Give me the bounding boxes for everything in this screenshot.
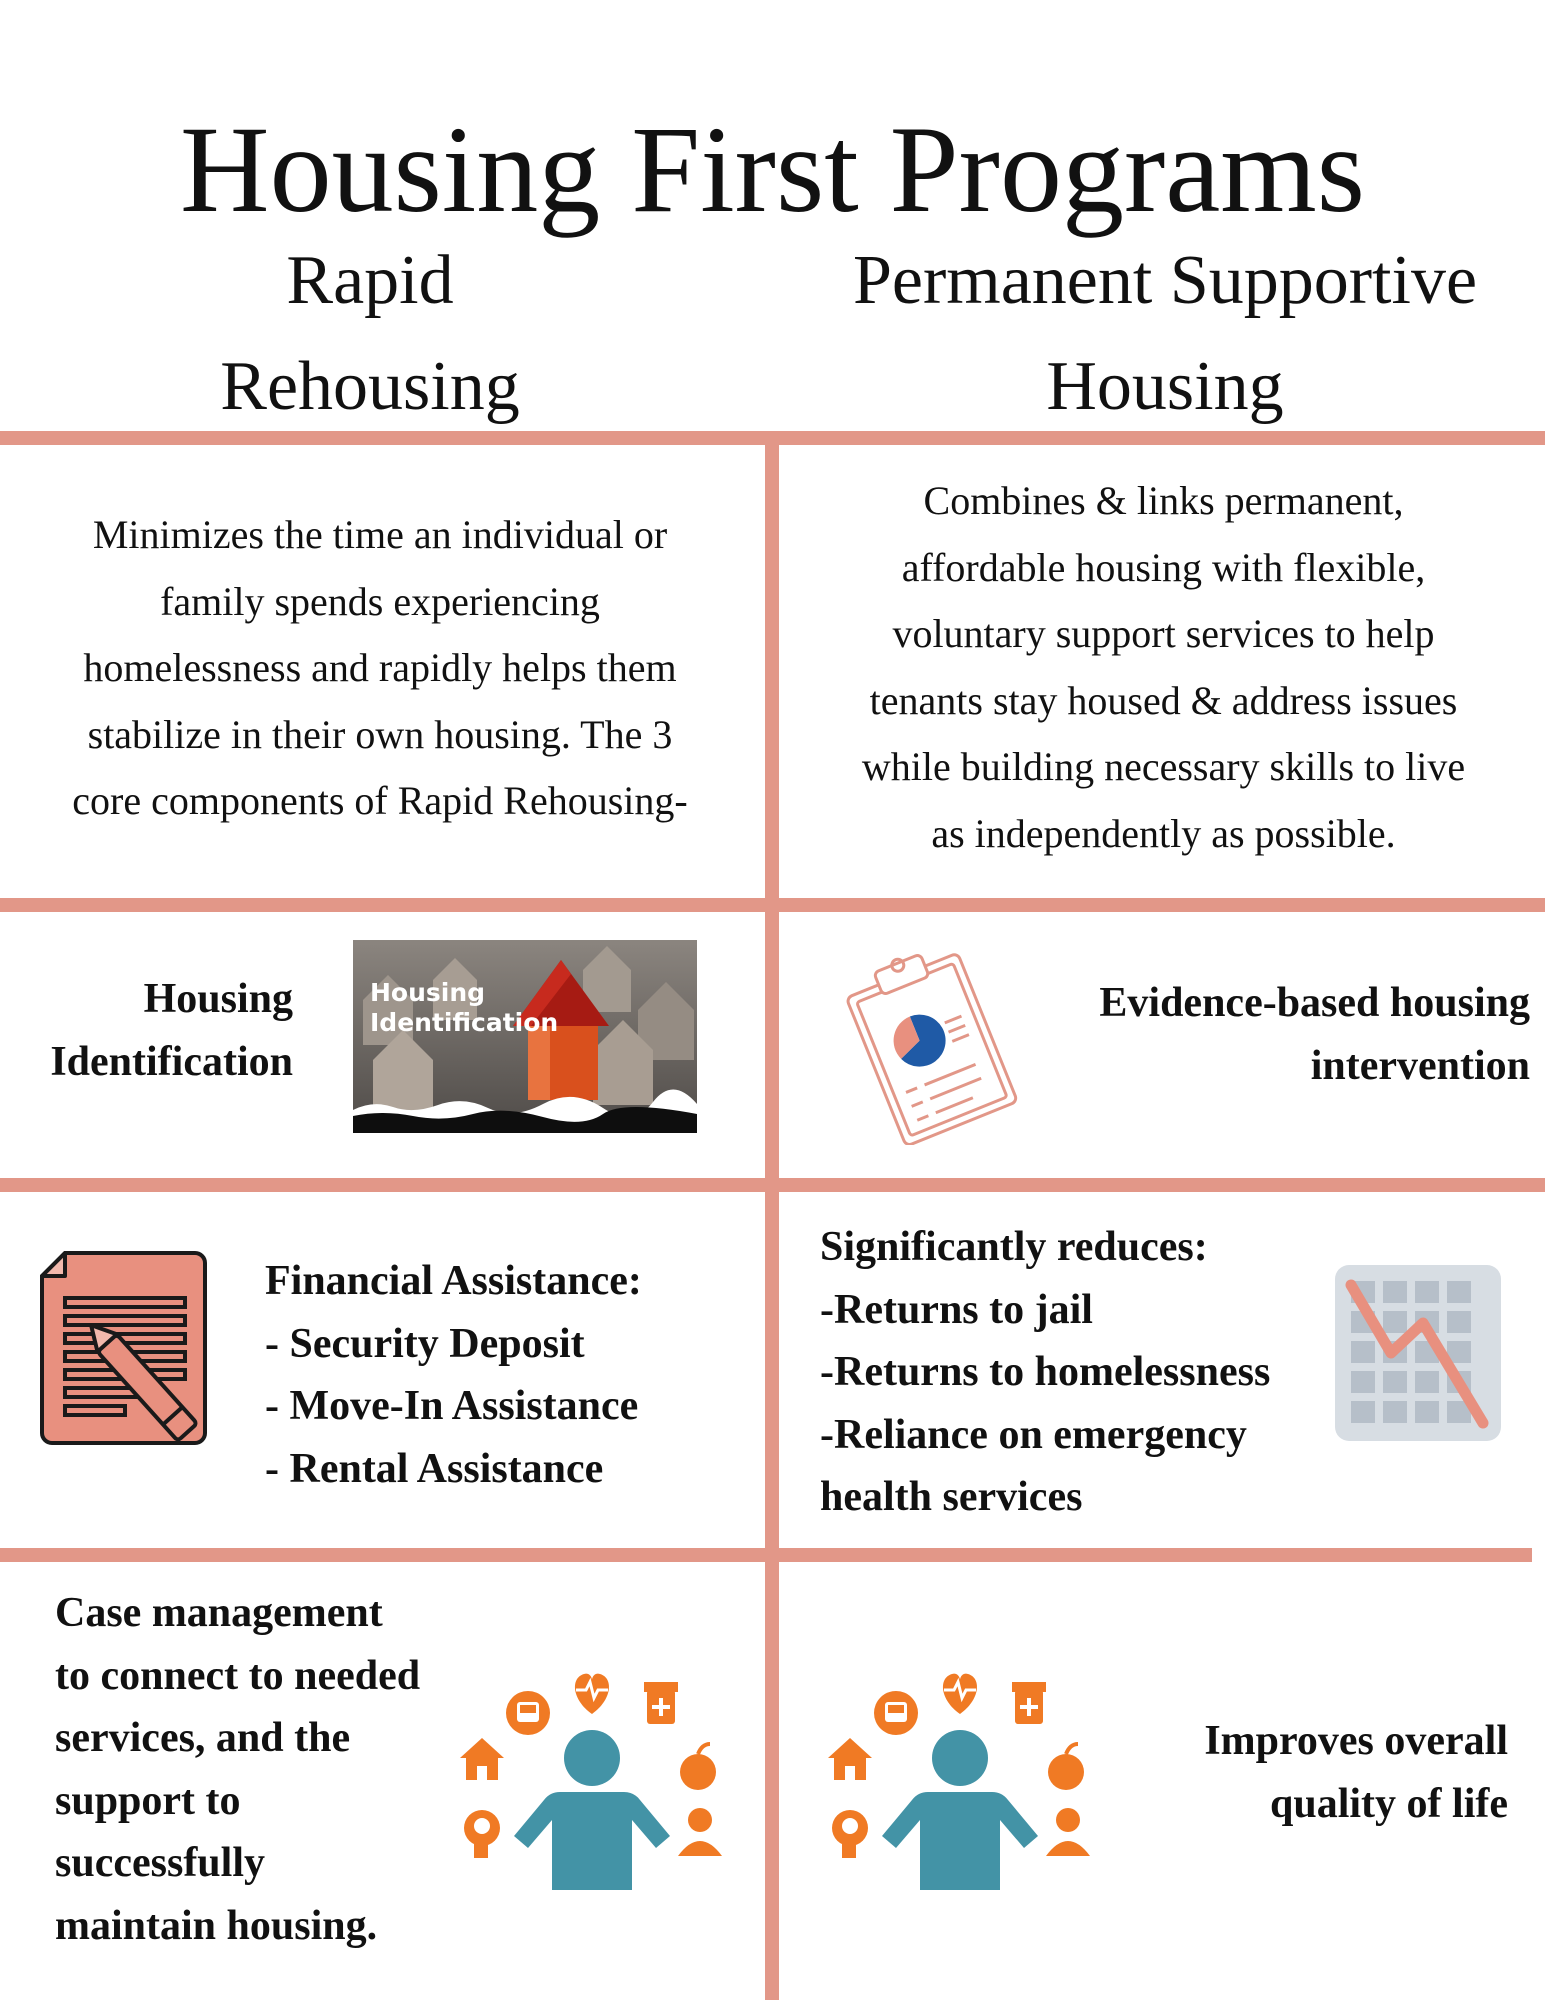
list-heading: Significantly reduces: (820, 1224, 1208, 1270)
document-pen-icon (40, 1248, 220, 1458)
improves-quality-text (1100, 1710, 1508, 1835)
bus-icon (506, 1691, 550, 1735)
heart-pulse-icon (575, 1674, 609, 1714)
list-heading: Financial Assistance: (265, 1258, 642, 1304)
text-line: Evidence-based housing (1099, 980, 1530, 1026)
apple-icon (1048, 1744, 1084, 1790)
brain-head-icon (464, 1810, 500, 1858)
description-line: Combines & links permanent, (923, 478, 1404, 523)
person-icon (882, 1730, 1038, 1890)
housing-identification-label (20, 968, 293, 1093)
text-line: intervention (1310, 1042, 1530, 1089)
page-title: Housing First Programs (180, 101, 1365, 238)
brain-head-icon (832, 1810, 868, 1858)
text-line: services, and the (55, 1715, 351, 1761)
heading-line: Housing (1046, 348, 1284, 425)
heart-pulse-icon (943, 1674, 977, 1714)
doctor-icon (678, 1808, 722, 1856)
list-item: health services (820, 1474, 1083, 1520)
text-line: successfully (55, 1840, 265, 1886)
list-item: - Security Deposit (265, 1320, 585, 1367)
caption-line: Identification (370, 1008, 559, 1037)
description-line: tenants stay housed & address issues (869, 677, 1458, 723)
house-icon (460, 1738, 504, 1780)
text-line: Case management (55, 1590, 383, 1636)
financial-assistance-list (265, 1250, 745, 1500)
person-icon (514, 1730, 670, 1890)
list-item: -Returns to jail (820, 1286, 1093, 1333)
description-line: as independently as possible. (931, 810, 1396, 856)
description-line: family spends experiencing (160, 578, 600, 624)
column-divider (765, 438, 779, 2000)
list-item: -Returns to homelessness (820, 1349, 1271, 1395)
list-item: - Rental Assistance (265, 1445, 604, 1492)
label-line: Identification (50, 1038, 293, 1085)
heading-line: Permanent Supportive (852, 242, 1478, 319)
text-line: quality of life (1270, 1780, 1508, 1827)
evidence-based-text (1020, 972, 1530, 1097)
support-services-icon-right (820, 1660, 1100, 1895)
description-line: stabilize in their own housing. The 3 (87, 711, 673, 757)
description-line: voluntary support services to help (892, 611, 1435, 656)
description-line: while building necessary skills to live (861, 744, 1466, 789)
list-item: - Move-In Assistance (265, 1383, 639, 1429)
apple-icon (680, 1744, 716, 1790)
description-line: affordable housing with flexible, (901, 544, 1426, 590)
description-line: homelessness and rapidly helps them (83, 645, 677, 690)
reduces-list (820, 1216, 1320, 1529)
doctor-icon (1046, 1808, 1090, 1856)
label-line: Housing (143, 976, 293, 1022)
medicine-bottle-icon (1012, 1682, 1046, 1724)
photo-caption (370, 978, 558, 1038)
bus-icon (874, 1691, 918, 1735)
text-line: to connect to needed (55, 1652, 421, 1699)
declining-chart-icon (1333, 1263, 1503, 1443)
text-line: maintain housing. (55, 1902, 378, 1949)
rapid-rehousing-description (0, 502, 760, 835)
description-line: core components of Rapid Rehousing- (72, 778, 688, 823)
housing-identification-photo (353, 940, 697, 1133)
description-line: Minimizes the time an individual or (92, 512, 668, 557)
clipboard-chart-icon (830, 945, 1030, 1145)
house-icon (828, 1738, 872, 1780)
heading-line: Rapid (286, 242, 454, 319)
medicine-bottle-icon (644, 1682, 678, 1724)
rapid-rehousing-heading (60, 228, 680, 440)
case-management-text (55, 1582, 475, 1957)
support-services-icon-left (452, 1660, 732, 1895)
heading-line: Rehousing (220, 348, 520, 425)
permanent-housing-description (782, 468, 1545, 867)
caption-line: Housing (370, 978, 486, 1007)
text-line: Improves overall (1204, 1718, 1508, 1764)
list-item: -Reliance on emergency (820, 1411, 1247, 1458)
permanent-supportive-housing-heading (805, 228, 1525, 440)
text-line: support to (55, 1777, 241, 1824)
